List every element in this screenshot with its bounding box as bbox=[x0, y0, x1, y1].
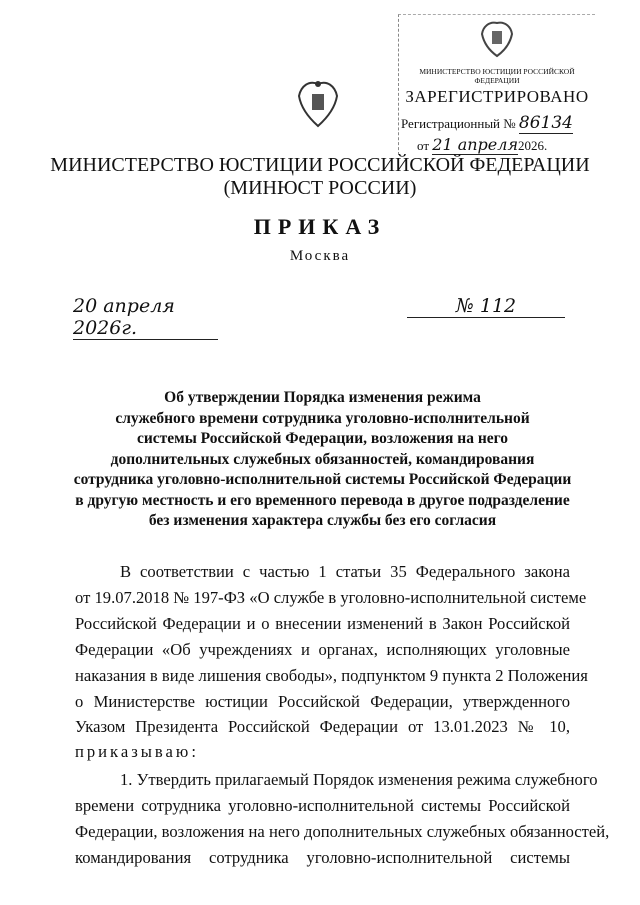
stamp-reg-number: 86134 bbox=[518, 113, 574, 133]
order-title bbox=[60, 388, 585, 532]
title-line: служебного времени сотрудника уголовно-исполнительной bbox=[115, 409, 530, 427]
stamp-emblem bbox=[479, 19, 515, 59]
stamp-reg-label: Регистрационный № bbox=[401, 116, 516, 131]
title-line: Об утверждении Порядка изменения режима bbox=[164, 389, 481, 406]
body-line: 1. Утвердить прилагаемый Порядок изменения режима служебного bbox=[120, 770, 598, 789]
body-line: Федерации «Об учреждениях и органах, исполняющих уголовные bbox=[75, 640, 570, 659]
registration-stamp bbox=[398, 14, 595, 155]
ministry-short-name: (МИНЮСТ РОССИИ) bbox=[223, 177, 417, 199]
body-line: наказания в виде лишения свободы», подпунктом 9 пункта 2 Положения bbox=[75, 666, 588, 685]
ministry-name: МИНИСТЕРСТВО ЮСТИЦИИ РОССИЙСКОЙ ФЕДЕРАЦИИ bbox=[50, 154, 590, 176]
body-line: Указом Президента Российской Федерации от 13.01.2023 № 10, bbox=[75, 717, 570, 736]
order-number: № 112 bbox=[407, 295, 565, 318]
title-line: в другую местность и его временного перевода в другое подразделение bbox=[75, 491, 570, 509]
body-line-order-word: приказываю: bbox=[75, 742, 199, 761]
title-line: дополнительных служебных обязанностей, командирования bbox=[110, 450, 535, 468]
stamp-date: 21 апреля bbox=[432, 135, 519, 154]
stamp-ministry: МИНИСТЕРСТВО ЮСТИЦИИ РОССИЙСКОЙ ФЕДЕРАЦИИ bbox=[419, 67, 575, 85]
coat-of-arms-emblem bbox=[295, 78, 341, 130]
body-line: В соответствии с частью 1 статьи 35 Федерального закона bbox=[120, 562, 570, 581]
document-type: ПРИКАЗ bbox=[253, 214, 387, 239]
body-line: о Министерстве юстиции Российской Федерации, утвержденного bbox=[75, 692, 570, 711]
body-line: от 19.07.2018 № 197-ФЗ «О службе в уголовно-исполнительной системе bbox=[75, 588, 587, 607]
stamp-registered: ЗАРЕГИСТРИРОВАНО bbox=[405, 87, 589, 106]
city: Москва bbox=[289, 248, 351, 264]
stamp-date-prefix: от bbox=[417, 138, 430, 153]
order-date: 20 апреля 2026г. bbox=[73, 295, 218, 340]
body-line: времени сотрудника уголовно-исполнительной системы Российской bbox=[75, 796, 570, 815]
body-line: Федерации, возложения на него дополнительных служебных обязанностей, bbox=[75, 822, 610, 841]
body-line: командирования сотрудника уголовно-исполнительной системы bbox=[75, 848, 570, 867]
body-line: Российской Федерации и о внесении изменений в Закон Российской bbox=[75, 614, 570, 633]
stamp-year: 2026. bbox=[518, 138, 548, 153]
title-line: сотрудника уголовно-исполнительной системы Российской Федерации bbox=[73, 471, 572, 488]
title-line: системы Российской Федерации, возложения на него bbox=[136, 430, 509, 447]
title-line: без изменения характера службы без его согласия bbox=[148, 512, 497, 529]
